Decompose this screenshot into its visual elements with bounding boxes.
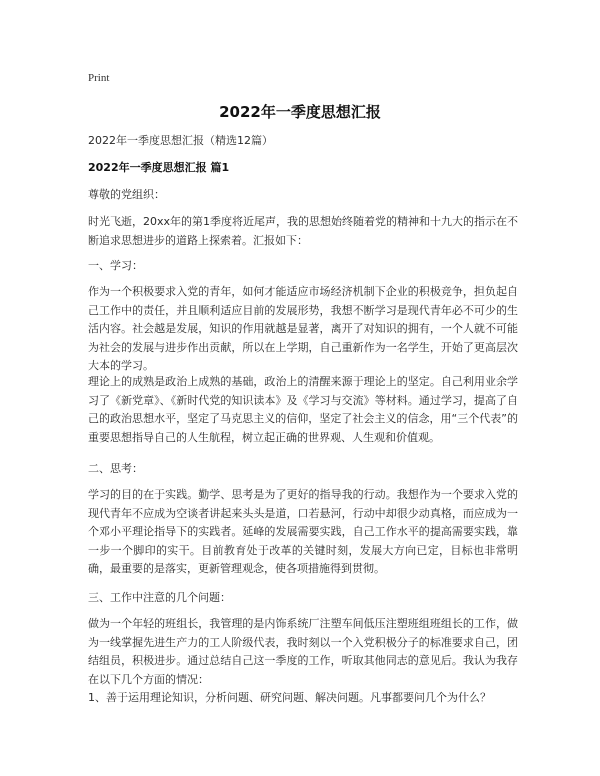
- heading-thinking: 二、思考：: [88, 462, 143, 475]
- section-heading: 2022年一季度思想汇报 篇1: [88, 161, 230, 174]
- heading-work-issues: 三、工作中注意的几个问题：: [88, 591, 231, 604]
- heading-study: 一、学习：: [88, 259, 143, 272]
- paragraph-thinking: 学习的目的在于实践。勤学、思考是为了更好的指导我的行动。我想作为一个要求入党的现代青年不应成为空谈者讲起来头头是道，口若悬河，行动中却很少动真格，而应成为一个邓小平理论指导下的实践者。延峰的发展需要实践，自己工作水平的提高需要实践，靠一步一个脚印的实干。目前教育处于改革的关键时刻，发展大方向已定，目标也非常明确，最重要的是落实，更新管理观念，使各项措施得到贯彻。: [88, 488, 518, 575]
- paragraph-study-1: 作为一个积极要求入党的青年，如何才能适应市场经济机制下企业的积极竞争，担负起自己工作中的责任，并且顺利适应目前的发展形势，我想不断学习是现代青年必不可少的生活内容。社会越是发展，知识的作用就越是显著，离开了对知识的拥有，一个人就不可能为社会的发展与进步作出贡献，所以在上学期，自己重新作为一名学生，开始了更高层次大本的学习。: [88, 285, 518, 372]
- paragraph-study-2: 理论上的成熟是政治上成熟的基础，政治上的清醒来源于理论上的坚定。自己利用业余学习了《新党章》、《新时代党的知识读本》及《学习与交流》等材料。通过学习，提高了自己的政治思想水平，坚定了马克思主义的信仰，坚定了社会主义的信念，用“三个代表”的重要思想指导自己的人生航程，树立起正确的世界观、人生观和价值观。: [88, 375, 518, 444]
- paragraph-work: 做为一个年轻的班组长，我管理的是内饰系统厂注塑车间低压注塑班组班组长的工作，做为一线掌握先进生产力的工人阶级代表，我时刻以一个入党积极分子的标准要求自己，团结组员，积极进步。通过总结自己这一季度的工作，听取其他同志的意见后。我认为我存在以下几个方面的情况：: [88, 617, 518, 686]
- salutation: 尊敬的党组织：: [88, 188, 165, 201]
- document-subtitle: 2022年一季度思想汇报（精选12篇）: [88, 134, 273, 147]
- page-title: 2022年一季度思想汇报: [219, 103, 381, 121]
- print-link[interactable]: Print: [88, 72, 110, 84]
- paragraph-point-1: 1、善于运用理论知识，分析问题、研究问题、解决问题。凡事都要问几个为什么？: [88, 691, 491, 704]
- paragraph-intro: 时光飞逝，20xx年的第1季度将近尾声，我的思想始终随着党的精神和十九大的指示在不断追求思想进步的道路上探索着。汇报如下：: [88, 215, 519, 247]
